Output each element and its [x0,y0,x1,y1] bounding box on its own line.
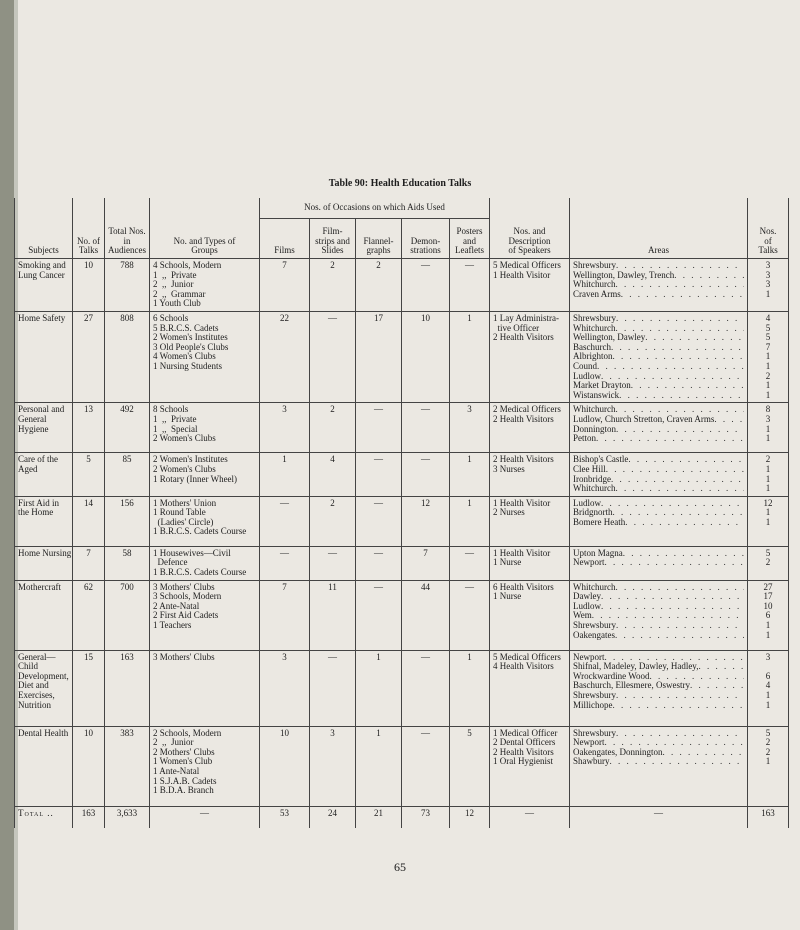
health-education-table [14,198,789,828]
leader-dots [616,280,745,290]
table-row [15,403,789,453]
audiences-cell: 156 [105,496,150,546]
demonstrations-cell: 7 [402,546,450,580]
area-name: Oakengates [573,629,615,640]
flannelgraphs-cell: — [356,546,402,580]
leader-dots [601,602,744,612]
posters-cell: 5 [450,726,490,806]
posters-cell: 1 [450,453,490,496]
area-name: Shrewsbury [573,690,617,701]
table-row [15,726,789,806]
header-audiences: Total Nos. in Audiences [105,219,150,259]
posters-cell: 1 [450,650,490,726]
area-entry [573,484,744,494]
audiences-cell: 58 [105,546,150,580]
area-talk-count: 1 [765,423,771,434]
demonstrations-cell: — [402,259,450,312]
table-row [15,259,789,312]
leader-dots [616,621,744,631]
area-talk-count: 5 [765,332,771,343]
demonstrations-cell: 10 [402,311,450,402]
filmstrips-cell: — [310,650,356,726]
area-entry [573,425,744,435]
flannelgraphs-cell: — [356,453,402,496]
area-name: Albrighton [573,351,613,362]
area-entry [573,518,744,528]
total-filmstrips: 24 [310,806,356,828]
areas-cell [570,453,748,496]
area-name: Wellington, Dawley, Trench [573,269,675,280]
talks-cell: 27 [73,311,105,402]
audiences-cell: 163 [105,650,150,726]
occasions-group-header: Nos. of Occasions on which Aids Used [260,198,490,219]
area-talks-cell [748,453,789,496]
subject-cell: Dental Health [15,726,73,806]
filmstrips-cell: — [310,546,356,580]
area-name: Shawbury [573,756,610,767]
subject-cell: Care of the Aged [15,453,73,496]
flannelgraphs-cell: — [356,580,402,650]
leader-dots [621,290,744,300]
header-demonstrations: Demon- strations [402,219,450,259]
area-talk-count: 1 [765,620,771,631]
speakers-cell: 1 Health Visitor 1 Nurse [490,546,570,580]
areas-cell [570,650,748,726]
area-name: Wistanswick [573,389,620,400]
leader-dots [625,518,744,528]
films-cell: 1 [260,453,310,496]
areas-cell [570,259,748,312]
area-entry [573,558,744,568]
area-name: Clee Hill [573,463,606,474]
area-name: Dawley [573,591,602,602]
leader-dots [616,425,744,435]
filmstrips-cell: 2 [310,259,356,312]
table-row [15,453,789,496]
area-name: Cound [573,360,598,371]
area-talk-count: 2 [765,454,771,465]
area-name: Ludlow [573,370,602,381]
area-name: Wellington, Dawley [573,332,646,343]
area-talk-count: 1 [765,629,771,640]
talks-cell: 13 [73,403,105,453]
header-areas: Areas [570,219,748,259]
flannelgraphs-cell: — [356,403,402,453]
films-cell: 3 [260,403,310,453]
leader-dots [611,475,744,485]
films-cell: 3 [260,650,310,726]
groups-cell: 1 Housewives—Civil Defence 1 B.R.C.S. Cadets Course [150,546,260,580]
leader-dots [645,333,744,343]
leader-dots [616,729,744,739]
audiences-cell: 700 [105,580,150,650]
leader-dots [623,549,744,559]
area-name: Whitchurch [573,483,616,494]
flannelgraphs-cell: 1 [356,726,402,806]
leader-dots [597,362,744,372]
area-talks-cell [748,546,789,580]
header-posters: Posters and Leaflets [450,219,490,259]
total-area-talks: 163 [748,806,789,828]
demonstrations-cell: — [402,726,450,806]
filmstrips-cell: 2 [310,496,356,546]
areas-cell [570,580,748,650]
area-talk-count: 5 [765,322,771,333]
area-entry [573,701,744,711]
groups-cell: 8 Schools 1 ,, Private 1 ,, Special 2 Women's Clubs [150,403,260,453]
leader-dots [610,757,745,767]
groups-cell: 2 Schools, Modern 2 ,, Junior 2 Mothers' Clubs 1 Women's Club 1 Ante-Natal 1 S.J.A.B. Cadets 1 B.D.A. Branch [150,726,260,806]
area-talk-count: 3 [765,413,771,424]
table-row [15,546,789,580]
area-talks-cell [748,311,789,402]
total-flannelgraphs: 21 [356,806,402,828]
area-talk-count: 17 [763,591,773,602]
groups-cell: 2 Women's Institutes 2 Women's Clubs 1 Rotary (Inner Wheel) [150,453,260,496]
table-row [15,311,789,402]
area-name: Ludlow, Church Stretton, Craven Arms [573,413,715,424]
leader-dots [613,352,745,362]
scan-edge [0,0,14,930]
speakers-cell: 6 Health Visitors 1 Nurse [490,580,570,650]
films-cell: — [260,546,310,580]
leader-dots [601,499,744,509]
table-row [15,650,789,726]
filmstrips-cell: — [310,311,356,402]
area-name: Upton Magna [573,547,623,558]
speakers-cell: 1 Health Visitor 2 Nurses [490,496,570,546]
audiences-cell: 492 [105,403,150,453]
posters-cell: 3 [450,403,490,453]
area-name: Market Drayton [573,380,631,391]
posters-cell: — [450,546,490,580]
films-cell: — [260,496,310,546]
total-demonstrations: 73 [402,806,450,828]
subject-cell: First Aid in the Home [15,496,73,546]
subject-cell: Smoking and Lung Cancer [15,259,73,312]
groups-cell: 3 Mothers' Clubs 3 Schools, Modern 2 Ante-Natal 2 First Aid Cadets 1 Teachers [150,580,260,650]
leader-dots [616,583,745,593]
area-name: Oakengates, Donnington [573,746,663,757]
area-entry [573,352,744,362]
area-talk-count: 2 [765,746,771,757]
area-name: Ironbridge [573,473,612,484]
area-talk-count: 7 [765,341,771,352]
area-talks-cell [748,496,789,546]
area-name: Shrewsbury [573,727,617,738]
area-name: Craven Arms [573,288,621,299]
speakers-cell: 2 Medical Officers 2 Health Visitors [490,403,570,453]
area-entry [573,290,744,300]
subject-cell: Home Nursing [15,546,73,580]
table-row [15,496,789,546]
audiences-cell: 808 [105,311,150,402]
films-cell: 10 [260,726,310,806]
area-name: Newport [573,557,605,568]
area-name: Shrewsbury [573,620,617,631]
area-name: Wrockwardine Wood [573,670,650,681]
posters-cell: — [450,580,490,650]
area-name: Newport [573,737,605,748]
leader-dots [616,314,744,324]
area-talk-count: 4 [765,680,771,691]
groups-cell: 1 Mothers' Union 1 Round Table (Ladies' Circle) 1 B.R.C.S. Cadets Course [150,496,260,546]
area-talk-count: 3 [765,651,771,662]
audiences-cell: 85 [105,453,150,496]
total-label: Total .. [15,806,73,828]
area-talk-count: 1 [765,433,771,444]
leader-dots [615,631,744,641]
subject-cell: General— Child Development, Diet and Exercises, Nutrition [15,650,73,726]
area-talk-count: 1 [765,288,771,299]
area-name: Millichope [573,699,613,710]
total-films: 53 [260,806,310,828]
area-name: Baschurch, Ellesmere, Oswestry [573,680,690,691]
leader-dots [631,381,744,391]
talks-cell: 14 [73,496,105,546]
area-name: Donnington [573,423,617,434]
speakers-cell: 1 Medical Officer 2 Dental Officers 2 Health Visitors 1 Oral Hygienist [490,726,570,806]
areas-cell [570,726,748,806]
area-talks-cell [748,403,789,453]
area-name: Shrewsbury [573,312,617,323]
header-films: Films [260,219,310,259]
leader-dots [613,701,745,711]
area-talk-count: 1 [765,507,771,518]
subject-cell: Mothercraft [15,580,73,650]
area-talk-count: 1 [765,516,771,527]
groups-cell: 6 Schools 5 B.R.C.S. Cadets 2 Women's Institutes 3 Old People's Clubs 4 Women's Clubs 1 Nursing Students [150,311,260,402]
flannelgraphs-cell: 2 [356,259,402,312]
demonstrations-cell: 12 [402,496,450,546]
area-talk-count: 6 [765,670,771,681]
leader-dots [628,455,744,465]
area-talk-count: 1 [765,756,771,767]
leader-dots [596,434,744,444]
area-talk-count: 1 [765,690,771,701]
area-talk-count: 27 [763,581,773,592]
header-area-talks: Nos. of Talks [748,219,789,259]
demonstrations-cell: — [402,650,450,726]
demonstrations-cell: — [402,453,450,496]
area-talk-count: 2 [765,737,771,748]
area-talk-count: 5 [765,547,771,558]
leader-dots [616,484,745,494]
area-name: Bridgnorth [573,507,613,518]
header-flannelgraphs: Flannel- graphs [356,219,402,259]
area-talk-count: 1 [765,351,771,362]
areas-cell [570,546,748,580]
areas-cell [570,496,748,546]
area-entry [573,434,744,444]
page-number: 65 [394,860,406,874]
talks-cell: 62 [73,580,105,650]
demonstrations-cell: 44 [402,580,450,650]
area-name: Bomere Heath [573,516,626,527]
area-name: Ludlow [573,600,602,611]
total-groups: — [150,806,260,828]
leader-dots [619,391,744,401]
leader-dots [613,508,745,518]
area-name: Baschurch [573,341,612,352]
header-speakers: Nos. and Description of Speakers [490,219,570,259]
area-talk-count: 1 [765,699,771,710]
area-talks-cell [748,259,789,312]
filmstrips-cell: 3 [310,726,356,806]
groups-cell: 4 Schools, Modern 1 ,, Private 2 ,, Junior 2 ,, Grammar 1 Youth Club [150,259,260,312]
area-entry [573,391,744,401]
area-name: Ludlow [573,497,602,508]
flannelgraphs-cell: 17 [356,311,402,402]
area-talk-count: 1 [765,380,771,391]
area-name: Whitchurch [573,279,616,290]
filmstrips-cell: 11 [310,580,356,650]
total-areas: — [570,806,748,828]
films-cell: 7 [260,259,310,312]
leader-dots [605,558,745,568]
posters-cell: — [450,259,490,312]
talks-cell: 7 [73,546,105,580]
leader-dots [674,271,744,281]
area-name: Newport [573,651,605,662]
area-name: Whitchurch [573,581,616,592]
talks-cell: 15 [73,650,105,726]
talks-cell: 10 [73,259,105,312]
area-talk-count: 1 [765,463,771,474]
audiences-cell: 788 [105,259,150,312]
area-talk-count: 1 [765,389,771,400]
header-no-of-talks: No. of Talks [73,219,105,259]
area-talk-count: 5 [765,727,771,738]
talks-cell: 5 [73,453,105,496]
header-subjects: Subjects [15,219,73,259]
area-talk-count: 1 [765,360,771,371]
area-talk-count: 1 [765,473,771,484]
total-talks: 163 [73,806,105,828]
leader-dots [690,681,744,691]
speakers-cell: 2 Health Visitors 3 Nurses [490,453,570,496]
area-talk-count: 8 [765,404,771,415]
posters-cell: 1 [450,496,490,546]
area-name: Whitchurch [573,404,616,415]
area-name: Petton [573,433,597,444]
area-name: Bishop's Castle [573,454,629,465]
area-talk-count: 3 [765,269,771,280]
total-speakers: — [490,806,570,828]
area-name: Whitchurch [573,322,616,333]
films-cell: 7 [260,580,310,650]
area-name: Shifnal, Madeley, Dawley, Hadley, [573,661,699,672]
area-talk-count: 10 [763,600,773,611]
area-talk-count: 2 [765,370,771,381]
areas-cell [570,403,748,453]
demonstrations-cell: — [402,403,450,453]
area-talks-cell [748,580,789,650]
leader-dots [714,415,744,425]
leader-dots [616,691,744,701]
area-talk-count: 4 [765,312,771,323]
speakers-cell: 1 Lay Administra- tive Officer 2 Health Visitors [490,311,570,402]
filmstrips-cell: 2 [310,403,356,453]
talks-cell: 10 [73,726,105,806]
subject-cell: Personal and General Hygiene [15,403,73,453]
area-talks-cell [748,650,789,726]
header-filmstrips: Film- strips and Slides [310,219,356,259]
leader-dots [611,343,744,353]
total-row [15,806,789,828]
posters-cell: 1 [450,311,490,402]
leader-dots [601,592,744,602]
total-posters: 12 [450,806,490,828]
table-row [15,580,789,650]
audiences-cell: 383 [105,726,150,806]
leader-dots [606,465,744,475]
table-title: Table 90: Health Education Talks [328,178,472,189]
filmstrips-cell: 4 [310,453,356,496]
area-talk-count: 3 [765,260,771,270]
total-audiences: 3,633 [105,806,150,828]
subject-cell: Home Safety [15,311,73,402]
header-groups: No. and Types of Groups [150,219,260,259]
area-talk-count: 12 [763,497,773,508]
area-talk-count: 3 [765,279,771,290]
area-entry [573,631,744,641]
area-name: Wem [573,610,592,621]
area-talk-count: 6 [765,610,771,621]
area-name: Shrewsbury [573,260,617,270]
films-cell: 22 [260,311,310,402]
area-talk-count: 2 [765,557,771,568]
speakers-cell: 5 Medical Officers 4 Health Visitors [490,650,570,726]
flannelgraphs-cell: 1 [356,650,402,726]
flannelgraphs-cell: — [356,496,402,546]
leader-dots [663,748,745,758]
area-entry [573,602,744,612]
areas-cell [570,311,748,402]
area-talks-cell [748,726,789,806]
area-talk-count: 1 [765,483,771,494]
leader-dots [698,662,744,672]
speakers-cell: 5 Medical Officers 1 Health Visitor [490,259,570,312]
groups-cell: 3 Mothers' Clubs [150,650,260,726]
area-entry [573,757,744,767]
